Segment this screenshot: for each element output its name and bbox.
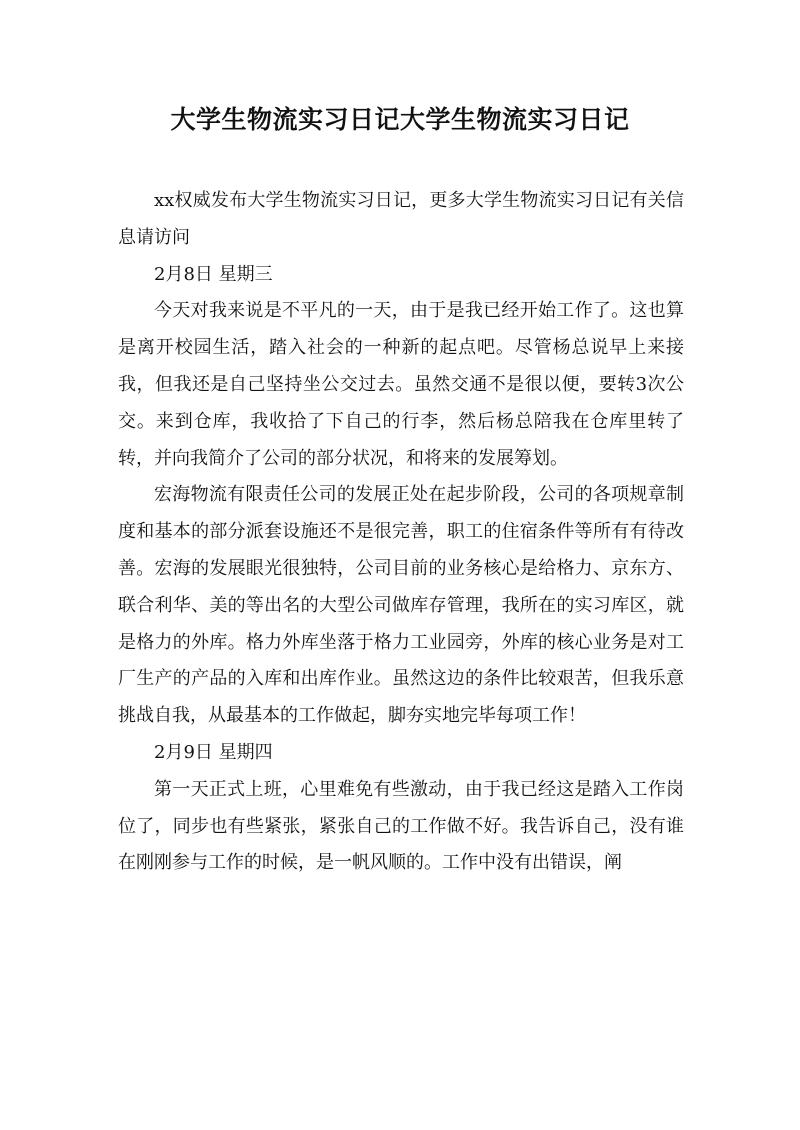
entry-date: 2月9日 星期四 (154, 741, 273, 763)
document-title: 大学生物流实习日记大学生物流实习日记 (170, 105, 630, 134)
intro-paragraph: xx权威发布大学生物流实习日记，更多大学生物流实习日记有关信息请访问 (118, 190, 684, 248)
entry-paragraph: 今天对我来说是不平凡的一天，由于是我已经开始工作了。这也算是离开校园生活，踏入社会的一种新的起点吧。尽管杨总说早上来接我，但我还是自己坚持坐公交过去。虽然交通不是很以便，要转3次公交。来到仓库，我收拾了下自己的行李，然后杨总陪我在仓库里转了转，并向我简介了公司的部分状况，和将来的发展筹划。 (118, 300, 684, 469)
entry-paragraph: 宏海物流有限责任公司的发展正处在起步阶段，公司的各项规章制度和基本的部分派套设施还不是很完善，职工的住宿条件等所有有待改善。宏海的发展眼光很独特，公司目前的业务核心是给格力、京东方、联合利华、美的等出名的大型公司做库存管理，我所在的实习库区，就是格力的外库。格力外库坐落于格力工业园旁，外库的核心业务是对工厂生产的产品的入库和出库作业。虽然这边的条件比较艰苦，但我乐意挑战自我，从最基本的工作做起，脚夯实地完毕每项工作！ (118, 484, 684, 727)
entry-date: 2月8日 星期三 (154, 263, 273, 285)
entry-paragraph: 第一天正式上班，心里难免有些激动，由于我已经这是踏入工作岗位了，同步也有些紧张，紧张自己的工作做不好。我告诉自己，没有谁在刚刚参与工作的时候，是一帆风顺的。工作中没有出错误，阐 (118, 778, 684, 874)
document-body (118, 183, 684, 882)
